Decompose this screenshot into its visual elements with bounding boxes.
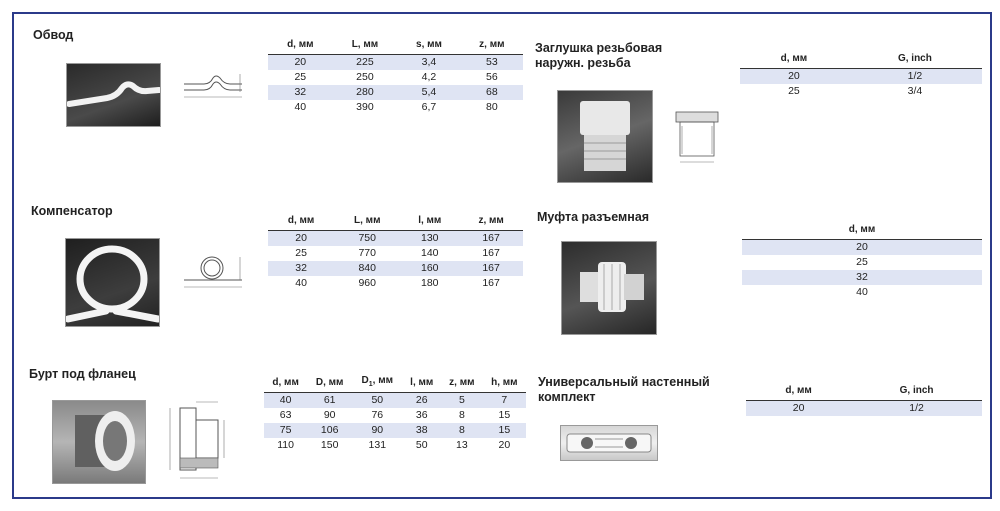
table-row [268, 85, 523, 100]
table-header: d, мм [746, 380, 851, 401]
table-cell: 20 [498, 439, 511, 451]
table-cell: 40 [294, 101, 307, 113]
table-cell: 180 [421, 277, 439, 289]
table-row [740, 69, 982, 85]
table-header: L, мм [334, 210, 400, 231]
table-row [264, 393, 526, 409]
table-cell: 20 [268, 55, 333, 71]
zaglushka-photo [557, 90, 653, 183]
kompensator-drawing [180, 252, 246, 292]
table-header: l, мм [400, 210, 459, 231]
table-header: d, мм [264, 372, 307, 393]
universal-table [746, 380, 982, 416]
table-row [742, 255, 982, 270]
table-header: l, мм [402, 372, 441, 393]
table-cell: 76 [371, 409, 384, 421]
table-row [268, 261, 523, 276]
section-title-zaglushka [535, 41, 662, 71]
table-cell: 280 [333, 85, 398, 100]
section-title-obvod: Обвод [33, 28, 74, 42]
table-cell: 770 [358, 247, 376, 259]
table-row [268, 100, 523, 115]
table-cell: 130 [400, 231, 459, 247]
table-cell: 5 [441, 393, 483, 409]
table-row [264, 408, 526, 423]
table-cell: 5,4 [397, 85, 460, 100]
mufta-photo [561, 241, 657, 335]
table-cell: 56 [486, 71, 498, 83]
table-cell: 90 [323, 409, 336, 421]
table-cell: 3/4 [907, 85, 923, 97]
obvod-table [268, 34, 523, 115]
burt-drawing [162, 398, 232, 484]
table-cell: 8 [458, 409, 465, 421]
table-header: G, inch [851, 380, 982, 401]
table-cell: 75 [264, 423, 307, 438]
table-cell: 3,4 [397, 55, 460, 71]
table-cell: 50 [352, 393, 402, 409]
table-cell: 15 [483, 423, 526, 438]
table-cell: 25 [856, 256, 868, 268]
table-cell: 13 [456, 439, 468, 451]
table-cell: 167 [459, 231, 523, 247]
obvod-photo [66, 63, 161, 127]
obvod-drawing [180, 70, 246, 104]
table-row [264, 423, 526, 438]
zaglushka-drawing [668, 104, 726, 168]
table-cell: 167 [482, 247, 500, 259]
table-cell: 26 [402, 393, 441, 409]
section-title-universal [538, 375, 710, 405]
table-cell: 8 [441, 423, 483, 438]
table-header: G, inch [848, 48, 982, 69]
table-cell: 63 [279, 409, 292, 421]
table-cell: 25 [788, 85, 800, 97]
section-title-kompensator: Компенсатор [31, 204, 113, 218]
table-cell: 840 [334, 261, 400, 276]
table-row [740, 84, 982, 99]
table-cell: 53 [461, 55, 523, 71]
title-line: Заглушка резьбовая [535, 41, 663, 55]
table-cell: 61 [307, 393, 352, 409]
table-cell: 250 [356, 71, 374, 83]
table-header: D, мм [307, 372, 352, 393]
table-header: z, мм [461, 34, 523, 55]
table-cell: 68 [461, 85, 523, 100]
table-row [264, 438, 526, 453]
section-title-mufta: Муфта разъемная [537, 210, 650, 224]
burt-photo [52, 400, 146, 484]
table-cell: 225 [333, 55, 398, 71]
title-line: комплект [538, 390, 596, 404]
table-cell: 20 [268, 231, 334, 247]
table-cell: 40 [295, 277, 307, 289]
universal-photo [560, 425, 658, 461]
table-row [268, 70, 523, 85]
table-row [268, 231, 523, 247]
title-line: наружн. резьба [535, 56, 631, 70]
table-header: h, мм [483, 372, 526, 393]
table-header: z, мм [441, 372, 483, 393]
kompensator-photo [65, 238, 160, 327]
table-header: z, мм [459, 210, 523, 231]
table-cell: 960 [358, 277, 376, 289]
table-cell: 32 [268, 261, 334, 276]
table-cell: 80 [486, 101, 498, 113]
table-header: d, мм [268, 210, 334, 231]
table-cell: 20 [742, 240, 982, 256]
zaglushka-table [740, 48, 982, 99]
table-header: L, мм [333, 34, 398, 55]
section-title-burt: Бурт под фланец [29, 367, 136, 381]
table-cell: 6,7 [421, 101, 437, 113]
table-cell: 150 [320, 439, 339, 451]
table-row [268, 276, 523, 291]
table-header: d, мм [742, 219, 982, 240]
mufta-table [742, 219, 982, 300]
table-cell: 20 [746, 401, 851, 417]
table-cell: 36 [415, 409, 428, 421]
table-cell: 106 [307, 423, 352, 438]
table-cell: 32 [742, 270, 982, 285]
table-cell: 140 [421, 247, 439, 259]
table-cell: 40 [264, 393, 307, 409]
table-cell: 4,2 [421, 71, 437, 83]
table-cell: 167 [482, 277, 500, 289]
table-cell: 50 [415, 439, 428, 451]
table-cell: 110 [277, 439, 294, 451]
table-cell: 7 [483, 393, 526, 409]
kompensator-table [268, 210, 523, 291]
table-row [742, 285, 982, 300]
table-header: s, мм [397, 34, 460, 55]
table-cell: 25 [294, 71, 307, 83]
table-row [268, 55, 523, 71]
table-cell: 131 [368, 439, 387, 451]
table-cell: 38 [402, 423, 441, 438]
table-row [742, 240, 982, 256]
table-row [742, 270, 982, 285]
table-cell: 1/2 [851, 401, 982, 417]
table-cell: 15 [498, 409, 511, 421]
table-row [746, 401, 982, 417]
table-cell: 750 [334, 231, 400, 247]
table-cell: 20 [740, 69, 848, 85]
burt-table [264, 372, 526, 453]
table-header: d, мм [268, 34, 333, 55]
table-cell: 390 [356, 101, 374, 113]
table-cell: 90 [352, 423, 402, 438]
table-header: $D_1$, мм [352, 372, 402, 393]
table-cell: 160 [400, 261, 459, 276]
table-cell: 32 [268, 85, 333, 100]
table-cell: 25 [295, 247, 307, 259]
table-cell: 167 [459, 261, 523, 276]
table-cell: 1/2 [848, 69, 982, 85]
table-cell: 40 [856, 286, 868, 298]
table-header: d, мм [740, 48, 848, 69]
title-line: Универсальный настенный [538, 375, 710, 389]
table-row [268, 246, 523, 261]
